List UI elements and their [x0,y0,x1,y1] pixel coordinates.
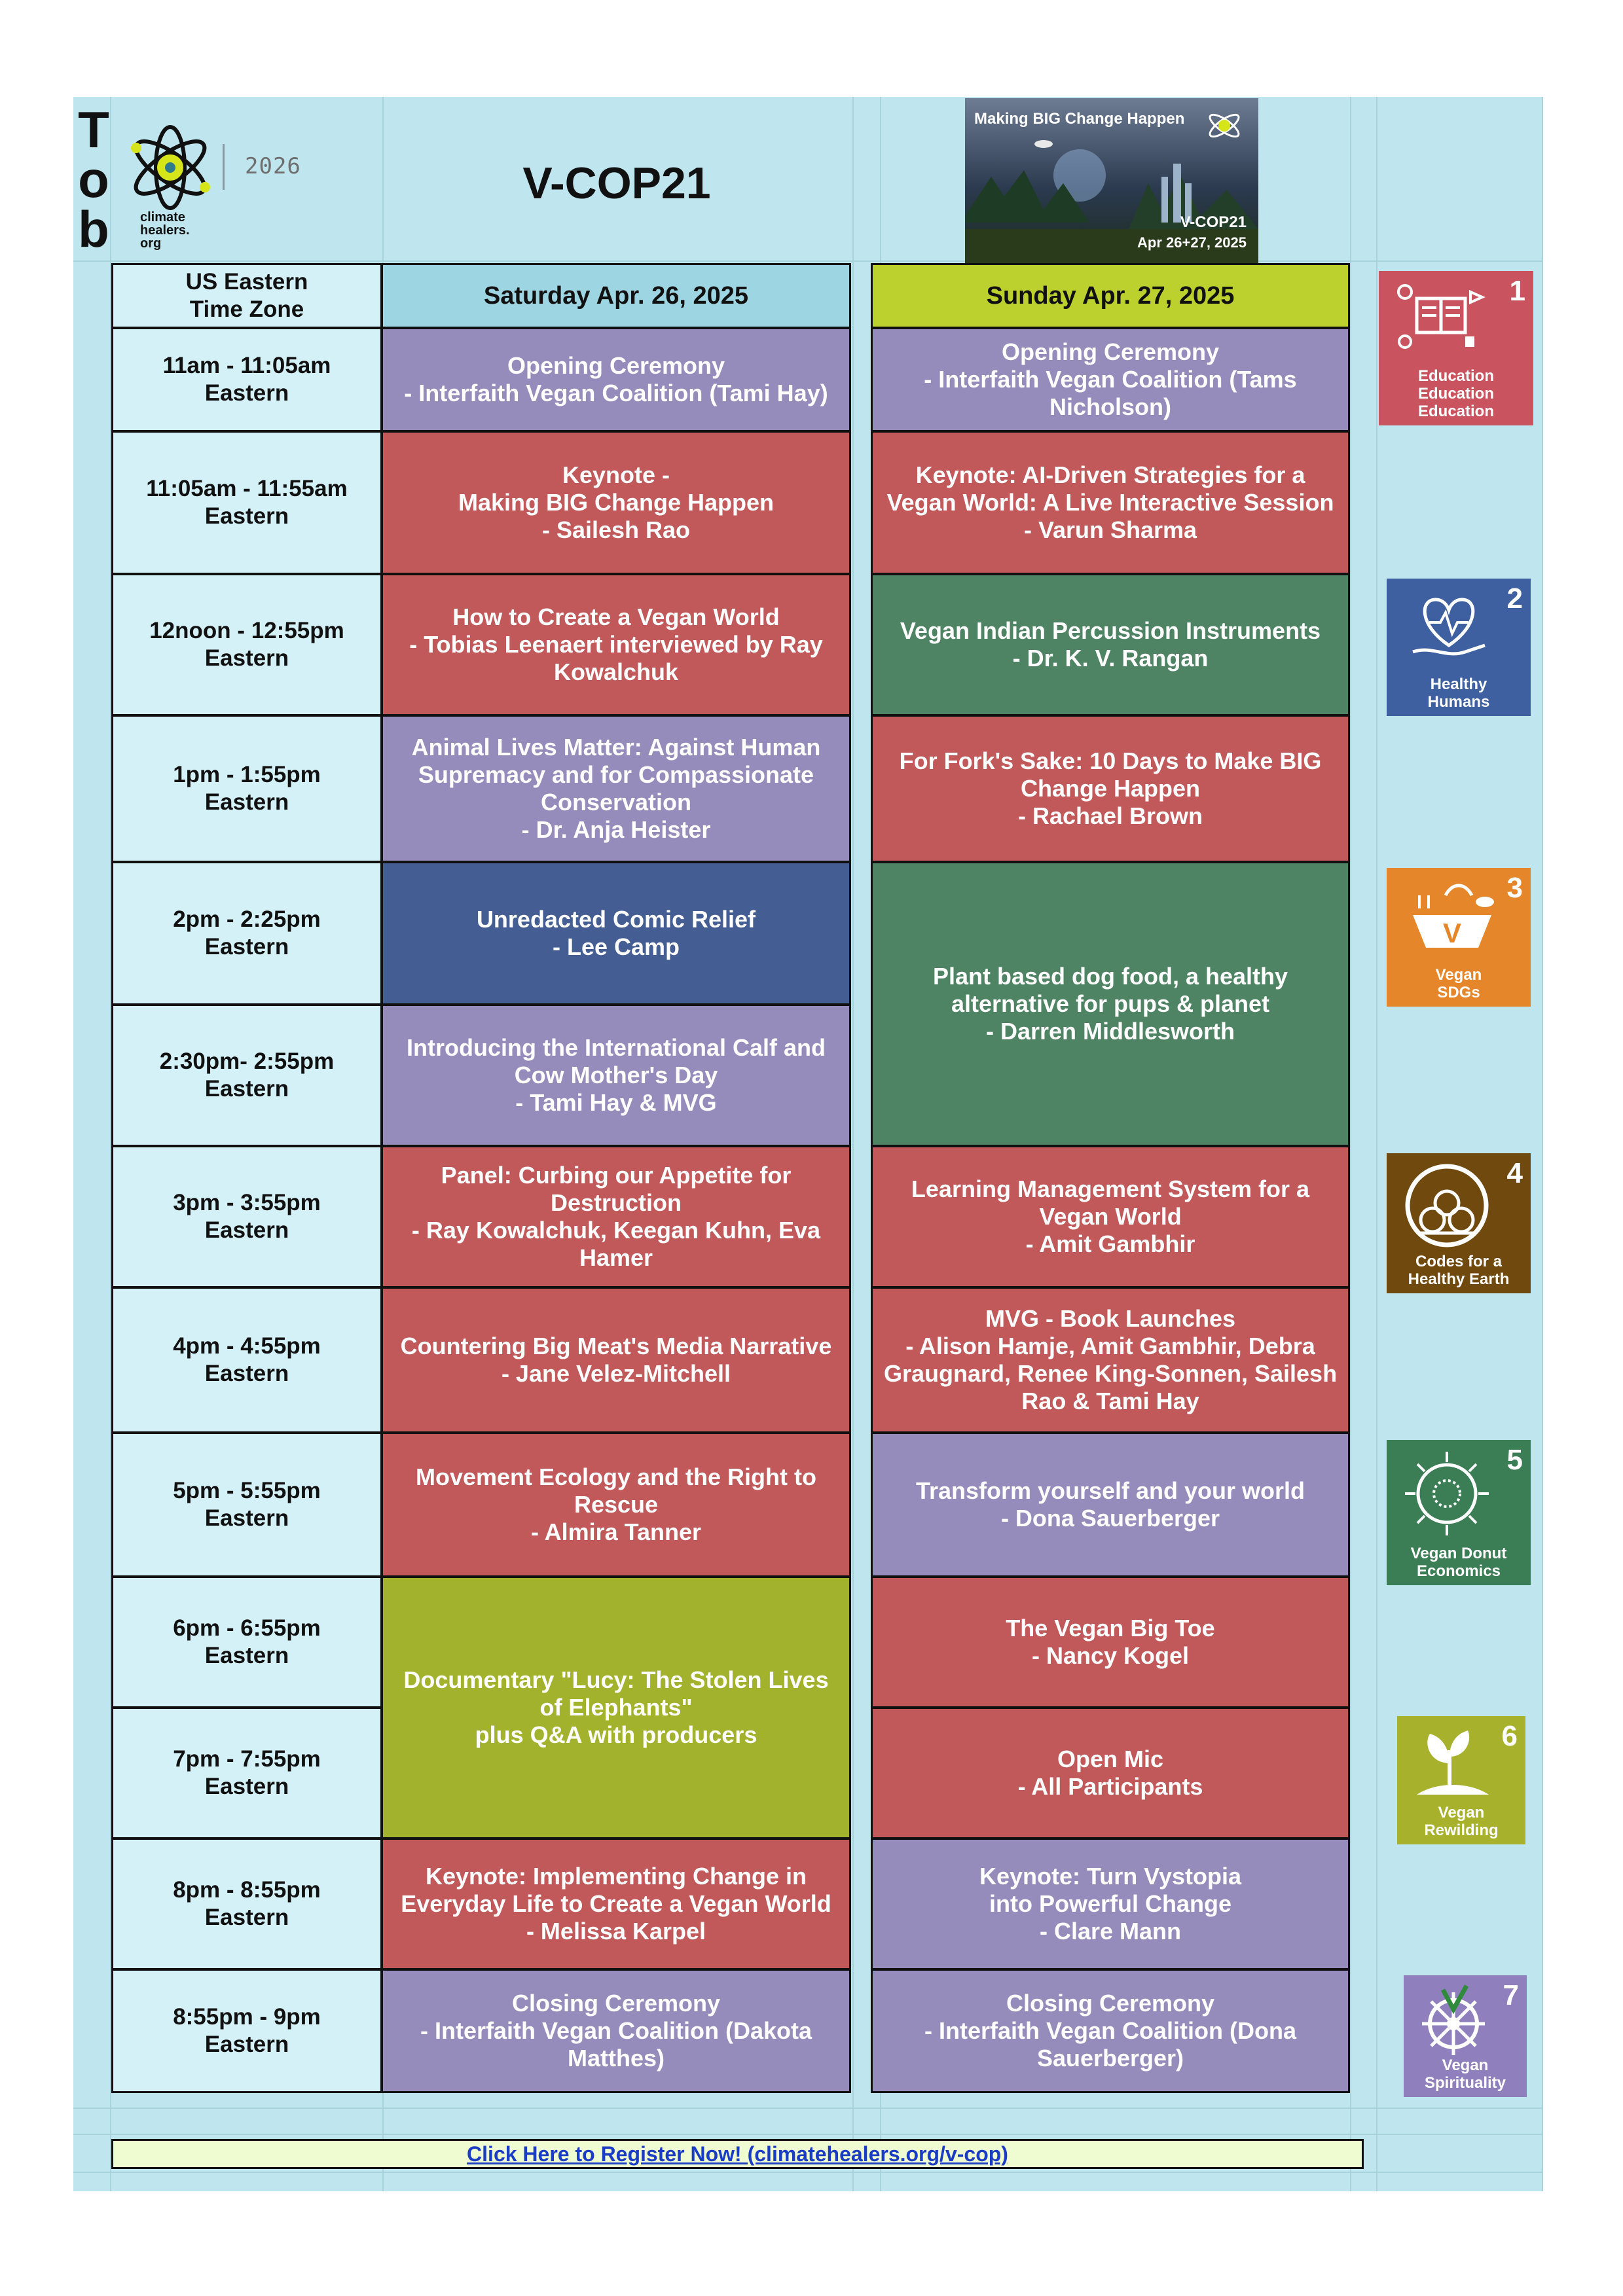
session-sun-keynote-mann[interactable]: Keynote: Turn Vystopia into Powerful Change - Clare Mann [871,1838,1350,1970]
poster-logo-icon [1205,106,1244,145]
sdg-tile-4: 4 Codes for a Healthy Earth [1387,1153,1531,1293]
time-slot: 2:30pm- 2:55pm Eastern [111,1004,382,1147]
session-sun-book-launches[interactable]: MVG - Book Launches - Alison Hamje, Amit Gambhir, Debra Graugnard, Renee King-Sonnen, Sailesh Rao & Tami Hay [871,1287,1350,1433]
session-sat-heister[interactable]: Animal Lives Matter: Against Human Supremacy and for Compassionate Conservation - Dr. Anja Heister [381,715,851,863]
vegan-food-icon [1400,876,1504,961]
time-slot: 8:55pm - 9pm Eastern [111,1969,382,2093]
sdg-tile-6: 6 Vegan Rewilding [1397,1716,1525,1844]
timezone-header: US Eastern Time Zone [111,263,382,329]
education-icon [1392,279,1490,377]
event-poster [965,98,1258,263]
logo-text-line-2: healers. [140,223,190,238]
time-slot: 11am - 11:05am Eastern [111,327,382,432]
session-sun-big-toe[interactable]: The Vegan Big Toe - Nancy Kogel [871,1576,1350,1708]
poster-headline: Making BIG Change Happen [974,110,1185,128]
logo-year: 2026 [245,153,301,179]
sdg-tile-1: 1 Education Education Education [1379,271,1533,425]
time-slot: 6pm - 6:55pm Eastern [111,1576,382,1708]
register-banner [111,2139,1364,2169]
climate-healers-logo [118,118,308,249]
logo-text-line-3: org [140,236,162,251]
sdg-tile-3: V 3 Vegan SDGs [1387,868,1531,1007]
time-slot: 3pm - 3:55pm Eastern [111,1145,382,1288]
time-slot: 7pm - 7:55pm Eastern [111,1707,382,1839]
session-sun-closing[interactable]: Closing Ceremony - Interfaith Vegan Coalition (Dona Sauerberger) [871,1969,1350,2093]
session-sat-leenaert[interactable]: How to Create a Vegan World - Tobias Leenaert interviewed by Ray Kowalchuk [381,573,851,716]
event-title: V-COP21 [522,158,711,208]
time-slot: 12noon - 12:55pm Eastern [111,573,382,716]
session-sun-forks-sake[interactable]: For Fork's Sake: 10 Days to Make BIG Change Happen - Rachael Brown [871,715,1350,863]
register-link[interactable]: Click Here to Register Now! (climatehealers.org/v-cop) [467,2142,1008,2166]
poster-dates: Apr 26+27, 2025 [1137,234,1247,251]
session-sun-opening[interactable]: Opening Ceremony - Interfaith Vegan Coalition (Tams Nicholson) [871,327,1350,432]
time-slot: 1pm - 1:55pm Eastern [111,715,382,863]
earth-codes-icon [1400,1161,1498,1253]
session-sat-documentary[interactable]: Documentary "Lucy: The Stolen Lives of Elephants" plus Q&A with producers [381,1576,851,1839]
logo-text-line-1: climate [140,210,185,224]
donut-sun-icon [1400,1448,1498,1546]
sdg-tile-5: 5 Vegan Donut Economics [1387,1440,1531,1585]
time-slot: 8pm - 8:55pm Eastern [111,1838,382,1970]
session-sat-closing[interactable]: Closing Ceremony - Interfaith Vegan Coalition (Dakota Matthes) [381,1969,851,2093]
session-sat-opening[interactable]: Opening Ceremony - Interfaith Vegan Coalition (Tami Hay) [381,327,851,432]
time-slot: 4pm - 4:55pm Eastern [111,1287,382,1433]
time-slot: 2pm - 2:25pm Eastern [111,861,382,1005]
session-sat-keynote-karpel[interactable]: Keynote: Implementing Change in Everyday Life to Create a Vegan World - Melissa Karpel [381,1838,851,1970]
day2-header: Sunday Apr. 27, 2025 [871,263,1350,329]
session-sat-comic-relief[interactable]: Unredacted Comic Relief - Lee Camp [381,861,851,1005]
day1-header: Saturday Apr. 26, 2025 [381,263,851,329]
heart-hand-icon [1400,586,1498,672]
wheel-icon [1417,1983,1495,2062]
session-sun-dog-food[interactable]: Plant based dog food, a healthy alternative for pups & planet - Darren Middlesworth [871,861,1350,1147]
atom-logo-icon [123,122,221,220]
session-sat-keynote-rao[interactable]: Keynote - Making BIG Change Happen - Sailesh Rao [381,431,851,575]
sdg-tile-2: 2 Healthy Humans [1387,579,1531,716]
time-slot: 11:05am - 11:55am Eastern [111,431,382,575]
session-sat-panel[interactable]: Panel: Curbing our Appetite for Destruction - Ray Kowalchuk, Keegan Kuhn, Eva Hamer [381,1145,851,1288]
session-sun-keynote-sharma[interactable]: Keynote: AI-Driven Strategies for a Vegan World: A Live Interactive Session - Varun Sharma [871,431,1350,575]
session-sun-percussion[interactable]: Vegan Indian Percussion Instruments - Dr. K. V. Rangan [871,573,1350,716]
session-sat-calf-cow-day[interactable]: Introducing the International Calf and Cow Mother's Day - Tami Hay & MVG [381,1004,851,1147]
time-slot: 5pm - 5:55pm Eastern [111,1432,382,1577]
side-letters: T o b [78,105,109,258]
session-sun-transform[interactable]: Transform yourself and your world - Dona Sauerberger [871,1432,1350,1577]
svg-text:V: V [1442,918,1462,948]
sdg-tile-7: 7 Vegan Spirituality [1404,1975,1527,2097]
poster-event-name: V-COP21 [1180,213,1247,231]
session-sun-lms[interactable]: Learning Management System for a Vegan World - Amit Gambhir [871,1145,1350,1288]
session-sat-big-meat[interactable]: Countering Big Meat's Media Narrative - Jane Velez-Mitchell [381,1287,851,1433]
session-sun-open-mic[interactable]: Open Mic - All Participants [871,1707,1350,1839]
session-sat-movement-ecology[interactable]: Movement Ecology and the Right to Rescue - Almira Tanner [381,1432,851,1577]
seedling-icon [1410,1724,1495,1803]
